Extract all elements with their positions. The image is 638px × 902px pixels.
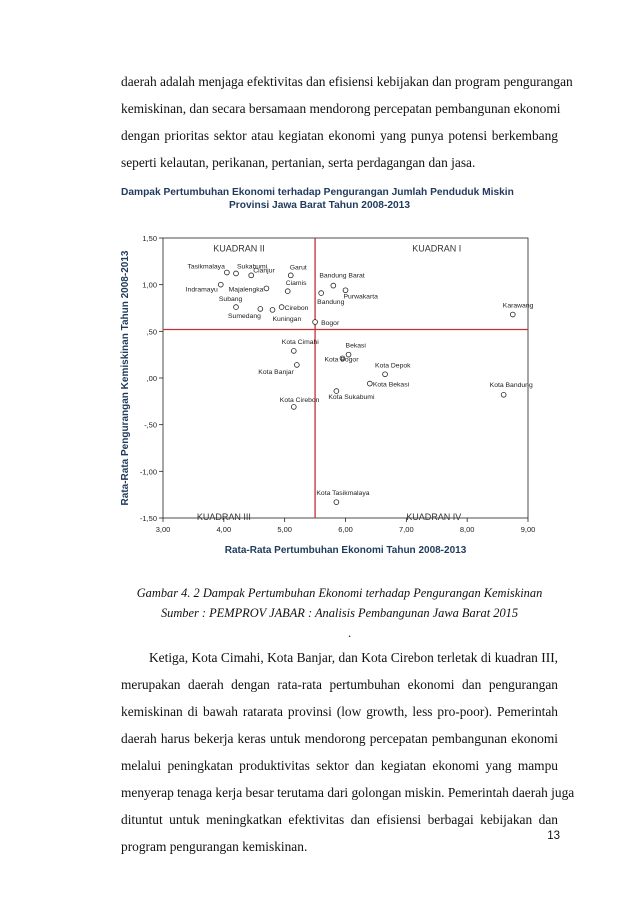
x-tick-label: 4,00: [216, 525, 232, 534]
point-label: Cirebon: [284, 305, 309, 313]
point-label: Purwakarta: [343, 293, 378, 301]
point-label: Kota Bogor: [324, 356, 359, 364]
point-label: Bekasi: [345, 342, 366, 350]
page-number: 13: [547, 830, 560, 842]
point-label: Kota Depok: [375, 362, 411, 370]
point-label: Kota Cirebon: [279, 396, 320, 404]
point-label: Bandung Barat: [319, 272, 365, 280]
text-line: daerah harus bekerja keras untuk mendorong percepatan pembangunan ekonomi: [121, 731, 558, 746]
point-label: Kota Cimahi: [281, 338, 319, 346]
data-point: [264, 286, 269, 291]
x-tick-label: 5,00: [277, 525, 292, 534]
text-line: program pengurangan kemiskinan.: [121, 839, 308, 854]
text-line: dituntut untuk meningkatkan efektivitas dan efisiensi berbagai kebijakan dan: [121, 812, 558, 827]
y-tick-label: 1,00: [142, 280, 157, 290]
point-label: Bogor: [321, 320, 340, 327]
chart-title: [121, 187, 541, 211]
data-point: [258, 307, 263, 312]
data-point: [343, 288, 348, 293]
quadrant-label: KUADRAN I: [412, 243, 462, 254]
y-tick-label: -1,00: [139, 467, 157, 477]
data-point: [291, 349, 296, 354]
point-label: Kota Sukabumi: [328, 394, 375, 402]
y-tick-label: -1,50: [139, 514, 157, 523]
data-point: [288, 273, 293, 278]
x-tick-label: 8,00: [459, 525, 475, 534]
data-point: [234, 305, 239, 310]
data-point: [291, 405, 296, 410]
chart-title-line: Provinsi Jawa Barat Tahun 2008-2013: [229, 200, 411, 211]
point-label: Indramayu: [185, 286, 218, 294]
data-point: [285, 289, 290, 294]
point-label: Kuningan: [272, 315, 302, 323]
data-point: [334, 500, 339, 505]
data-point: [279, 305, 284, 310]
data-point: [313, 320, 318, 325]
point-label: Sumedang: [228, 313, 261, 321]
point-label: Subang: [218, 295, 243, 303]
text-line: merupakan daerah dengan rata-rata pertumbuhan ekonomi dan pengurangan: [121, 677, 558, 692]
data-point: [501, 392, 506, 397]
data-point: [383, 372, 388, 377]
y-tick-label: 1,50: [142, 234, 157, 243]
data-point: [319, 291, 324, 296]
caption-title: Gambar 4. 2 Dampak Pertumbuhan Ekonomi terhadap Pengurangan Kemiskinan: [136, 586, 543, 600]
text-line: kemiskinan di bawah ratarata provinsi (low growth, less pro-poor). Pemerintah: [121, 704, 558, 719]
point-label: Sukabumi: [237, 263, 268, 271]
plot-frame: [163, 238, 528, 518]
x-tick-label: 7,00: [399, 525, 414, 534]
y-tick-label: ,00: [146, 374, 157, 383]
data-point: [218, 282, 223, 287]
point-label: Cianjur: [253, 267, 275, 275]
point-label: Karawang: [502, 302, 534, 310]
quadrant-label: KUADRAN IV: [406, 512, 462, 523]
text-line: kemiskinan, dan secara bersamaan mendorong percepatan pembangunan ekonomi: [121, 101, 561, 116]
x-tick-label: 6,00: [338, 525, 353, 534]
y-axis-title: Rata-Rata Pengurangan Kemiskinan Tahun 2008-2013: [120, 250, 131, 506]
scatter-chart: [108, 222, 546, 577]
data-point: [334, 389, 339, 394]
y-tick-label: ,50: [146, 327, 157, 337]
quadrant-label: KUADRAN III: [196, 512, 251, 523]
point-label: Kota Banjar: [258, 368, 294, 376]
chart-title-line: Dampak Pertumbuhan Ekonomi terhadap Pengurangan Jumlah Penduduk Miskin: [121, 187, 514, 198]
data-point: [367, 381, 372, 386]
paragraph-top: [121, 68, 573, 176]
data-point: [331, 283, 336, 288]
point-label: Kota Bekasi: [372, 381, 410, 389]
quadrant-label: KUADRAN II: [213, 243, 265, 254]
caption-dot: .: [347, 626, 352, 640]
x-tick-label: 3,00: [155, 525, 171, 534]
data-point: [510, 312, 515, 317]
text-line: Ketiga, Kota Cimahi, Kota Banjar, dan Kota Cirebon terletak di kuadran III,: [149, 650, 558, 665]
text-line: seperti kelautan, perikanan, pertanian, serta perdagangan dan jasa.: [121, 155, 476, 170]
point-label: Ciamis: [285, 280, 307, 288]
data-point: [234, 271, 239, 276]
text-line: daerah adalah menjaga efektivitas dan efisiensi kebijakan dan program pengurangan: [121, 74, 573, 89]
x-axis-title: Rata-Rata Pertumbuhan Ekonomi Tahun 2008-2013: [224, 545, 467, 556]
point-label: Majalengka: [228, 286, 264, 294]
x-tick-label: 9,00: [520, 525, 536, 534]
point-label: Kota Bandung: [489, 381, 533, 389]
figure-caption: [121, 583, 558, 643]
text-line: dengan prioritas sektor atau kegiatan ekonomi yang punya potensi berkembang: [121, 128, 558, 143]
point-label: Bandung: [317, 299, 345, 307]
paragraph-bottom: [121, 644, 575, 860]
data-point: [294, 363, 299, 368]
y-tick-label: -,50: [144, 420, 157, 430]
caption-source: Sumber : PEMPROV JABAR : Analisis Pembangunan Jawa Barat 2015: [160, 606, 519, 620]
point-label: Kota Tasikmalaya: [316, 490, 370, 498]
point-label: Garut: [289, 264, 307, 272]
text-line: melalui peningkatan produktivitas sektor dan kegiatan ekonomi yang mampu: [121, 758, 558, 773]
text-line: menyerap tenaga kerja besar terutama dari golongan miskin. Pemerintah daerah juga: [121, 785, 575, 800]
data-point: [270, 307, 275, 312]
point-label: Tasikmalaya: [187, 263, 225, 271]
data-point: [224, 270, 229, 275]
